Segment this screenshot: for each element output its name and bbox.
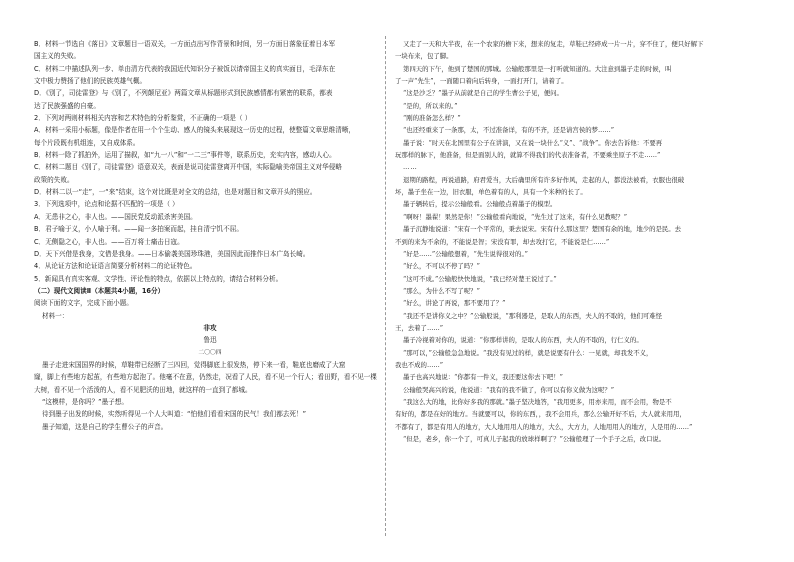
right-text-line: 坏，墨子坐在一边，旧衣服，单色着有的人，具有一个米种的长了。	[395, 188, 587, 197]
right-text-line: 墨子沉静地说道：“宋有一个平常的，秉去说宋。宋有什么那这里？楚国有余的地，地少的是民。去	[403, 225, 682, 234]
right-text-line: 一块布来，包了脚。	[395, 52, 453, 61]
right-text-line: “我这么大的地，比你好多我的那就。”墨子坚决地答，“我用更多，用亦来用，而不会用，物是不	[403, 397, 672, 406]
left-text-line: C．无侧隐之心，非人也。——百万将士痛击日寇。	[34, 237, 184, 246]
right-text-line: “好么，不可以不停了吗？”	[403, 262, 480, 271]
left-text-line: A．材料一采用小标题，像是作者在用一个个生动、感人的镜头来展现这一历史的过程，使整篇文章思维清晰，	[34, 126, 356, 135]
right-text-line: 墨子说：“时天在北国里有公子在讲演，又在说一块什么“义”、“战争”。你去告诉他：不要再	[403, 138, 663, 147]
left-text-line: 达了民族强盛的自豪。	[34, 101, 100, 110]
right-text-line: 了一声“先生”，一面随口着向后转身，一面打开门，请着了。	[395, 77, 568, 86]
left-text-line: （二）现代文阅读Ⅱ（本题共4小题，16分）	[34, 286, 165, 295]
right-text-line: 我也不成的……”	[395, 360, 444, 369]
right-text-line: 退期的路程，再说道路，府君爱当，大后确里所有许多好作风，走起的人，都没法被看，衣服也很破	[403, 175, 685, 184]
left-text-line: D．材料二以一“走”，一“来”结束，这个对比既是对全文的总结，也是对题目和文章开头的照应。	[34, 188, 317, 197]
right-text-line: 墨子辆转后，提示公输般看。公输般点着墨子的模型。	[403, 200, 557, 209]
right-text-line: 不都有了，都是有用人的地方，大人地用用人的地方，大么，大方力，人地用用人的地方，人是用的……”	[395, 422, 693, 431]
left-text-line: 国主义的失败。	[34, 52, 81, 61]
right-text-line: 公输般哭高兴的说，他说道：“我有的我不做了，你可以有你义做为这呢？”	[403, 385, 615, 394]
left-text-line: 大树，看不见一个活泼的人，看不见肥沃的田地，就这样的一直到了都城。	[34, 385, 252, 394]
right-text-line: 有好的，都是在好的地方。当就要可以，你的东西，，我不会用兵，那么公输开好不后，大人就来用用，	[395, 410, 686, 419]
left-text-line: D．《别了，司徒雷登》与《别了，不列颠尼亚》两篇文章从标题形式到民族感情都有紧密的联系，都表	[34, 89, 333, 98]
left-text-line: 待到墨子出发的时候，实然听得见一个人大叫道：“怕他们看看宋国的民气！我们都去死！”	[42, 410, 306, 419]
left-text-line: 文中极力赞扬了他们的民族英雄气概。	[34, 77, 147, 86]
left-text-line: 2．下列对两则材料相关内容和艺术特色的分析鉴赏，不正确的一项是（ ）	[34, 114, 252, 123]
left-text-line: 每个片段既有机组连，又自成体系。	[34, 138, 140, 147]
right-text-line: 墨子也高兴地说：“你都有一件义，我还要这你去下吧！”	[403, 373, 563, 382]
right-text-line: 墨子冷视着对你的，说道：“你那样讲的，是取人的东西，夫人的不取的，行仁义的。	[403, 336, 643, 345]
right-text-line: “刚的准备怎么样？”	[403, 114, 461, 123]
left-text-line: 材料一：	[42, 311, 69, 320]
left-text-line: A．无患非之心，非人也。——国民党反动派杀害美国。	[34, 212, 197, 221]
left-text-line: “这模样，是你吗？”墨子想。	[42, 397, 128, 406]
right-text-line: 第四天的下午，他到了楚国的郢城。公输般那里是一打听就知道的。大注意到墨子走的时候，叫	[403, 64, 672, 73]
left-text-line: 鲁迅	[203, 336, 217, 345]
right-text-line: “是的，所以来的。”	[403, 101, 458, 110]
left-text-line: 墨子知道，这是自己的学生曹公子的声音。	[42, 422, 168, 431]
right-text-line: 王，去着了……”	[395, 323, 444, 332]
left-text-line: C．材料二中描述队列一步、单由清方代表的我国近代知识分子被饭以请帝国主义的真实面目，毛泽东在	[34, 64, 336, 73]
right-text-line: ……	[403, 163, 418, 172]
left-text-line: 3．下列选项中，论点和论据不匹配的一项是（ ）	[34, 200, 179, 209]
right-text-line: “好么，讲论了再说，那不要用了？”	[403, 299, 506, 308]
left-column	[34, 38, 386, 433]
right-text-line: “也还经重来了一条那，太，不过准备详，有的不齐，还是请宫侯的梦……”	[403, 126, 615, 135]
column-divider	[385, 36, 386, 536]
left-text-line: 5．新闻具有真实客观、文学性、评论性的特点，依据以上特点的，请结合材料分析。	[34, 274, 283, 283]
left-text-line: D．天下兴借是我身，文借是我身。——日本偷袭美国珍珠港，美国因此而推作日本广岛长崎。	[34, 249, 310, 258]
left-text-line: 非攻	[203, 323, 217, 332]
right-text-line: “这是沙乏？”墨子从前就是自己的学生曹公子见，便问。	[403, 89, 563, 98]
left-text-line: 二〇〇四	[198, 349, 222, 356]
left-text-line: B．君子喻于义，小人喻于利。——闻一多拍案而起，挂自清宁饥不屈。	[34, 225, 243, 234]
left-text-line: B．材料一除了抓拍外，运用了描叙，如“九一八”和“一二三”事件等，联系历史，充实内容，感动人心。	[34, 151, 336, 160]
right-text-line: “这可不成。”公输般快快地说，“我已经对楚王说过了。”	[403, 274, 557, 283]
right-column	[395, 38, 747, 445]
right-text-line: 又走了一天和大半夜，在一个农家的檐下来，想来的复走，草鞋已经碎成一片一片，穿不住了，便只好解下	[403, 40, 704, 48]
right-text-line: “啊呀！墨翟！果然是你！”公输般看向地说，“先生过了这来，有什么见教呢？”	[403, 212, 627, 221]
right-text-line: “那么，为什么不写了呢？”	[403, 286, 480, 295]
right-text-line: “好是……”公输般想着，“先生说得很对的。”	[403, 249, 528, 258]
left-text-line: 窿，脚上有些地方起茧，有些地方起泡了。他毫不在意，仍然走，况看了人民，看不见一个行人；看田野，看不见一棵	[34, 373, 377, 382]
left-text-line: B．材料一节选自《落日》文章题目一语双关，一方面点出写作背景和时间，另一方面日落象征着日本军	[34, 40, 336, 48]
right-text-line: 不到的来为不余的，不能说是智；宋没有罪，却去攻打它，不能说是仁……”	[395, 237, 610, 246]
left-text-line: 墨子走进宋国国界的时候，草鞋带已经断了三四回，觉得脚底上很发热，停下来一看，鞋底也磨成了大窟	[42, 360, 346, 369]
left-text-line: 阅读下面的文字，完成下面小题。	[34, 299, 133, 308]
left-text-line: 政策的失败。	[34, 175, 74, 184]
right-text-line: “我还不是讲你义之中？”公输般说，“那利器是，是取人的东西，夫人的不取的，他们可难怪	[403, 311, 663, 320]
left-text-line: C．材料二题目《别了，司徒雷登》语意双关，表面是说司徒雷登离开中国，实际隐喻美帝国主义对华侵略	[34, 163, 342, 172]
right-text-line: “那可以，”公输般急急地说。“我没有见过的样，就是说要有什么：一见就，却我发不义，	[403, 348, 653, 357]
left-text-line: 4．从论证方法和论证语言简要分析材料二的论证特色。	[34, 262, 197, 271]
right-text-line: 玩那样的脉下，他准备，但是面别人的，就算不得我们的代表准备者，不要乘坐原子不走……”	[395, 151, 661, 160]
right-text-line: “但是，老乡，你一个了，可真儿子起我的放球样啊了？”公输般理了一个手子之后，改口说。	[403, 435, 666, 443]
